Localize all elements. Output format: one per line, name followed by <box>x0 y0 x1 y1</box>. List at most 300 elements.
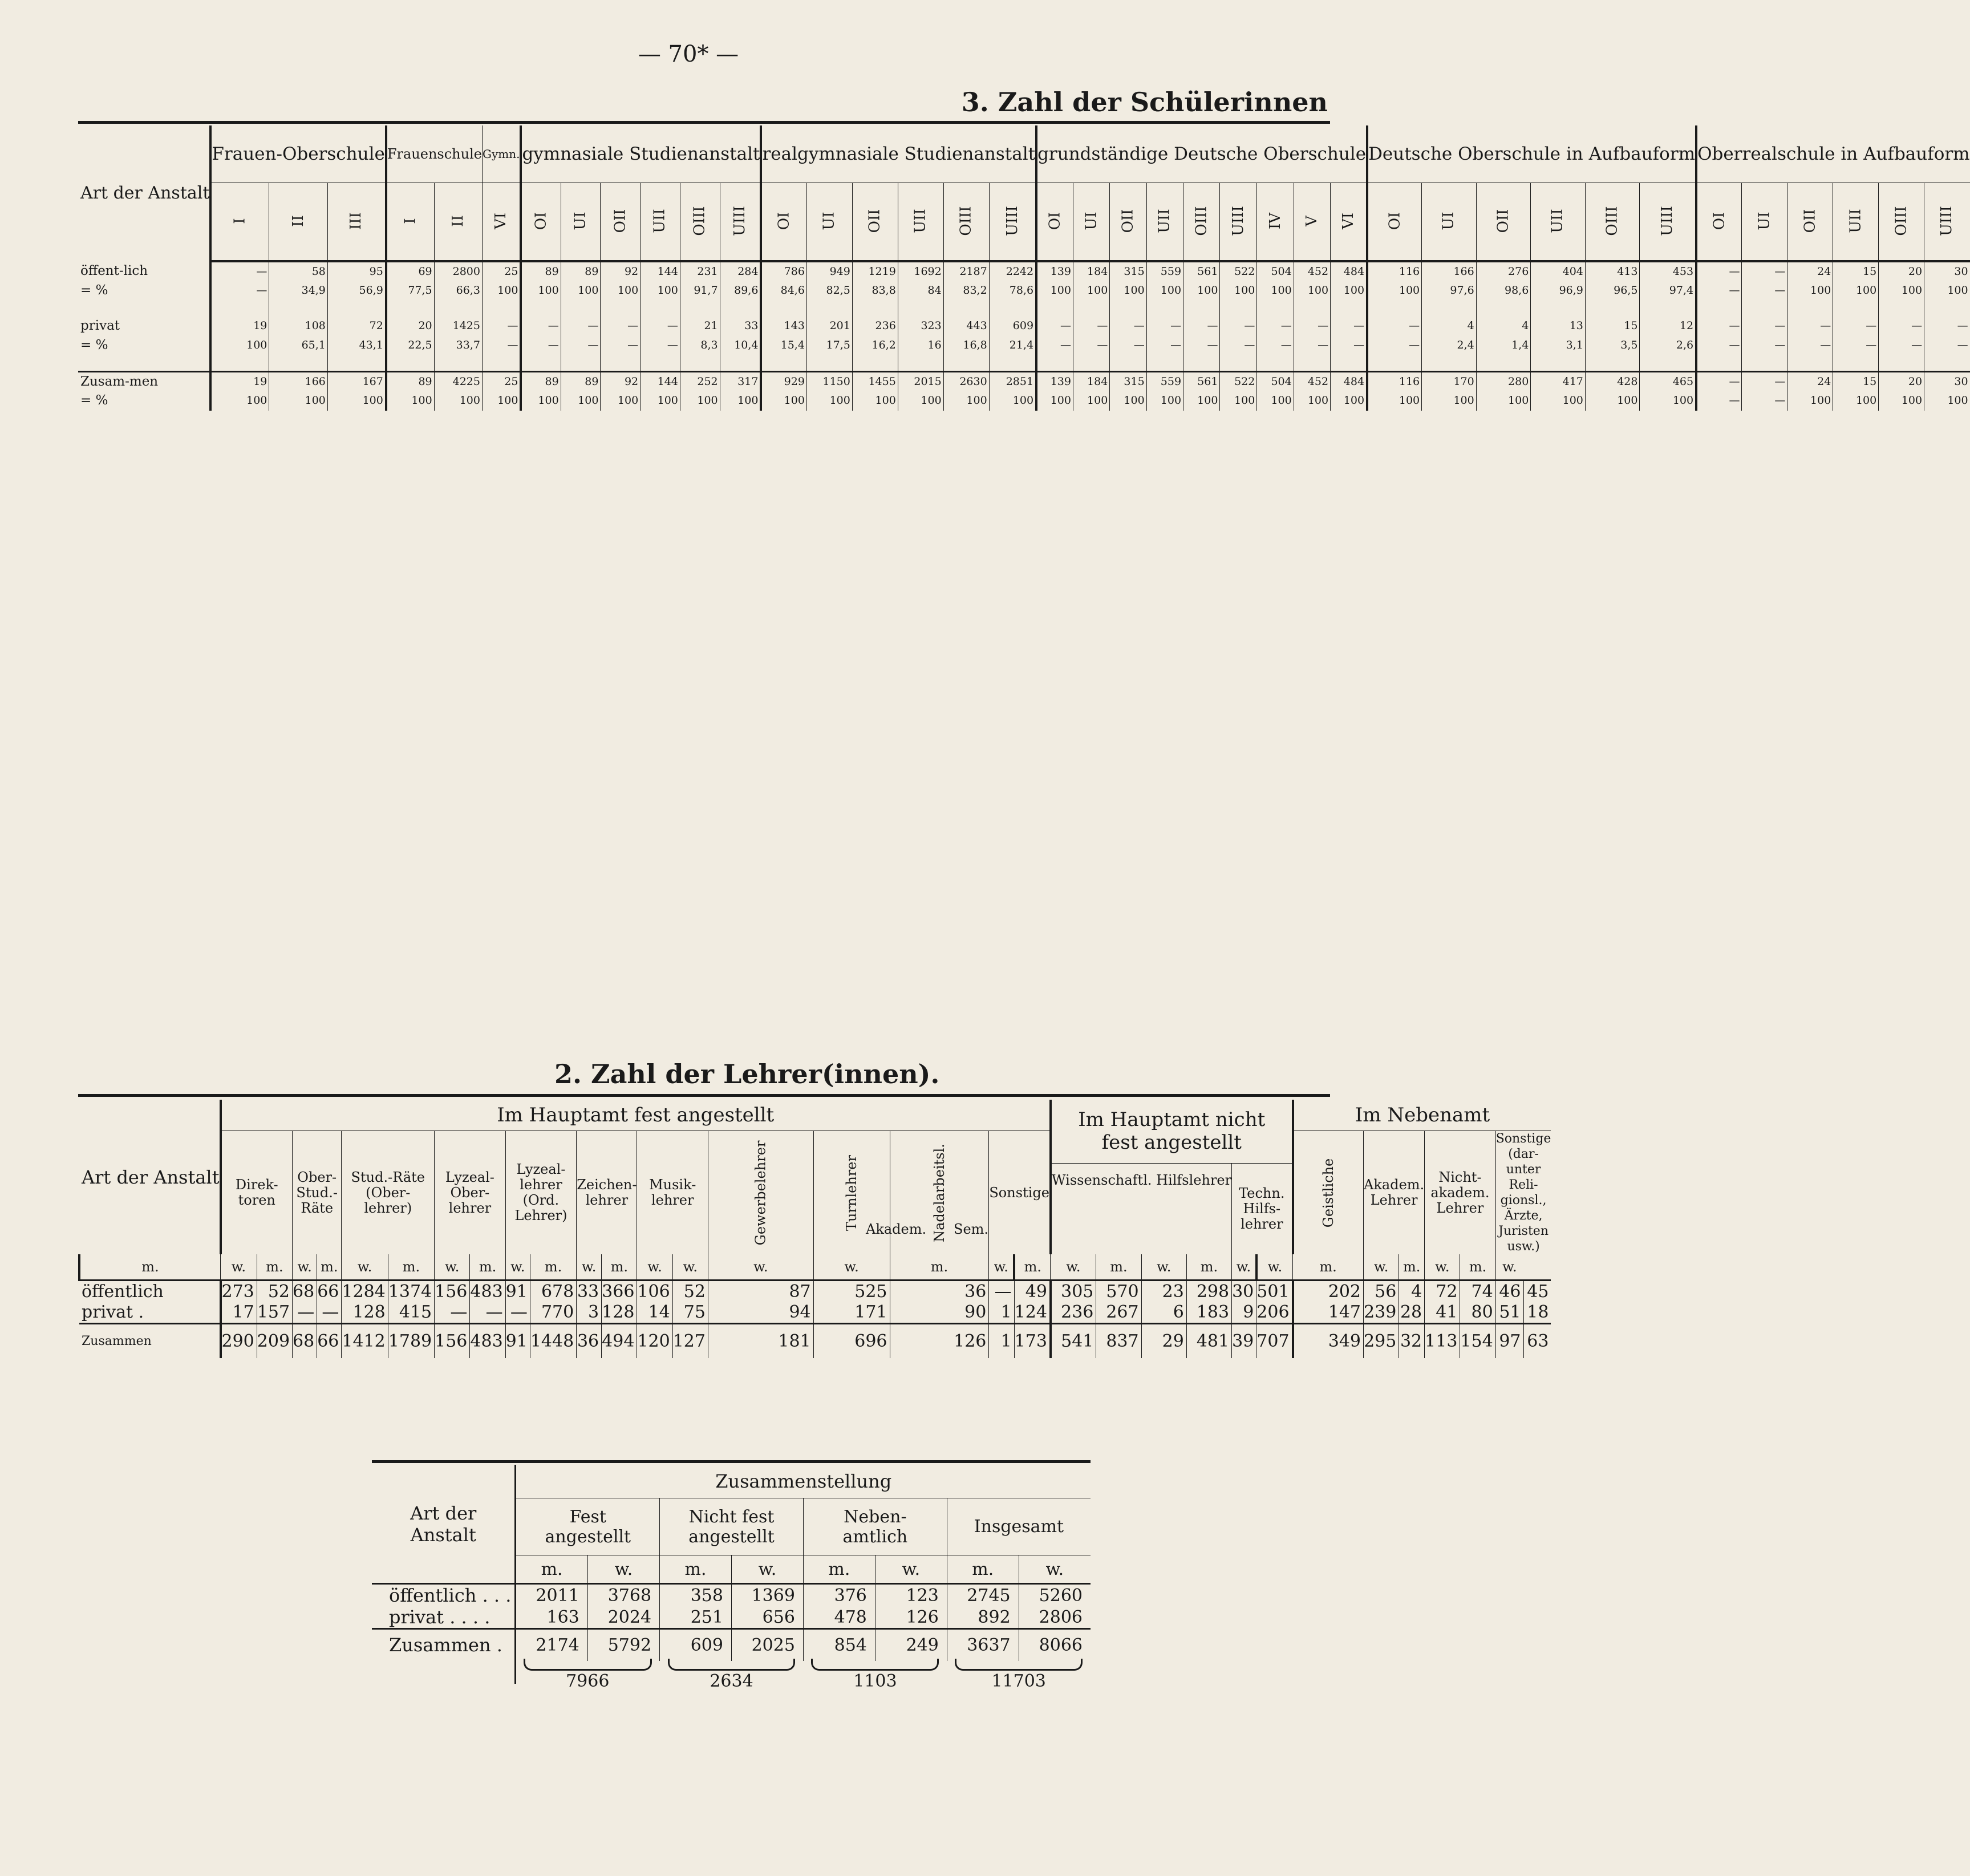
col-header: Ober-Stud.-Räte <box>293 1131 342 1255</box>
table-cell: 453 <box>1640 261 1696 281</box>
row-gap <box>806 355 852 372</box>
row-label-empty <box>372 1661 516 1684</box>
col-subheader <box>1036 183 1073 262</box>
col-subheader <box>1422 183 1477 262</box>
mw-label: m. <box>257 1254 292 1281</box>
table-cell: 522 <box>1220 261 1257 281</box>
row-gap <box>1331 355 1367 372</box>
table-cell: 559 <box>1146 261 1183 281</box>
table-cell: 100 <box>641 281 680 300</box>
table-cell: — <box>1331 335 1367 355</box>
table-cell: — <box>1696 335 1742 355</box>
table-cell: 609 <box>989 316 1036 335</box>
table-cell: 561 <box>1183 261 1220 281</box>
table-cell: — <box>1696 261 1742 281</box>
col-subheader-label: UII <box>1549 209 1567 233</box>
row-gap <box>1640 355 1696 372</box>
col-subheader <box>720 183 761 262</box>
row-gap <box>1924 355 1970 372</box>
group-header: Deutsche Oberschule in Aufbauform <box>1367 125 1696 183</box>
table-cell: 15,4 <box>761 335 806 355</box>
table-cell: 91,7 <box>680 281 720 300</box>
section-title-lehrer: 2. Zahl der Lehrer(innen). <box>554 1059 940 1089</box>
mw-label: w. <box>731 1555 803 1584</box>
group-header: Im Hauptamt fest angestellt <box>221 1100 1051 1131</box>
row-gap <box>720 300 761 316</box>
col-subheader-label: OIII <box>957 206 975 236</box>
mw-label: w. <box>708 1254 813 1281</box>
col-subheader-label: II <box>449 215 467 227</box>
col-subheader <box>1146 183 1183 262</box>
table-cell: 231 <box>680 261 720 281</box>
row-gap <box>1787 300 1833 316</box>
table-cell: 72 <box>1425 1281 1460 1302</box>
table-cell: 89 <box>521 372 561 391</box>
table-cell: 484 <box>1331 372 1367 391</box>
table-cell: 100 <box>1146 281 1183 300</box>
col-subheader <box>680 183 720 262</box>
table-cell: 100 <box>1294 391 1330 411</box>
col-subheader-label: UII <box>1847 209 1864 233</box>
table-cell: — <box>435 1302 470 1324</box>
col-subheader-label: UIII <box>1938 206 1956 236</box>
table-cell: — <box>1787 335 1833 355</box>
mw-label: m. <box>1186 1254 1231 1281</box>
table-cell: 100 <box>1146 391 1183 411</box>
table-cell: 9 <box>1232 1302 1256 1324</box>
row-gap <box>680 355 720 372</box>
mw-label: w. <box>1256 1254 1293 1281</box>
table-cell: 20 <box>1879 261 1924 281</box>
table-cell: 33 <box>720 316 761 335</box>
table-cell: 10,4 <box>720 335 761 355</box>
row-gap <box>1696 355 1742 372</box>
mw-label: m. <box>317 1254 342 1281</box>
table-cell: — <box>641 335 680 355</box>
table-cell: 17 <box>221 1302 257 1324</box>
table-cell: 100 <box>898 391 943 411</box>
table-cell: 100 <box>1294 281 1330 300</box>
table-cell: — <box>1110 316 1146 335</box>
table-cell: 100 <box>482 281 521 300</box>
table-cell: 100 <box>561 391 601 411</box>
table-cell: 696 <box>813 1324 890 1358</box>
table-cell: 34,9 <box>269 281 327 300</box>
table-cell: 28 <box>1399 1302 1425 1324</box>
table-cell: 209 <box>257 1324 292 1358</box>
row-gap <box>601 355 641 372</box>
mw-label: m. <box>530 1254 576 1281</box>
table-cell: 1 <box>989 1302 1014 1324</box>
table-cell: 96,9 <box>1531 281 1586 300</box>
table-cell: 1,4 <box>1476 335 1531 355</box>
table-cell: — <box>1924 316 1970 335</box>
mw-label: w. <box>505 1254 530 1281</box>
table-cell: 100 <box>1833 281 1879 300</box>
row-gap <box>434 355 482 372</box>
table-cell: 100 <box>1331 281 1367 300</box>
mw-label: w. <box>1425 1254 1460 1281</box>
col-subheader-label: UI <box>1756 212 1773 230</box>
table-cell: 1692 <box>898 261 943 281</box>
table-cell: 128 <box>602 1302 637 1324</box>
table-cell: 97 <box>1495 1324 1523 1358</box>
table-cell: 570 <box>1096 1281 1141 1302</box>
table-cell: 949 <box>806 261 852 281</box>
table-cell: 1412 <box>342 1324 388 1358</box>
table-cell: — <box>1742 391 1787 411</box>
table-cell: 323 <box>898 316 943 335</box>
table-cell: 100 <box>1220 281 1257 300</box>
lehrer-table <box>78 1100 1551 1358</box>
table-cell: — <box>210 281 269 300</box>
table-cell: 87 <box>708 1281 813 1302</box>
col-header: Zeichen-lehrer <box>577 1131 637 1255</box>
table-cell: 1369 <box>731 1584 803 1607</box>
col-header: Wissenschaftl. Hilfslehrer <box>1051 1163 1232 1254</box>
row-gap <box>943 355 989 372</box>
col-subheader <box>898 183 943 262</box>
table-cell: 8,3 <box>680 335 720 355</box>
table-cell: 100 <box>386 391 434 411</box>
mw-label: w. <box>672 1254 708 1281</box>
table-cell: 91 <box>505 1281 530 1302</box>
mw-label: m. <box>947 1555 1019 1584</box>
table-cell: 56 <box>1364 1281 1399 1302</box>
table-cell: 66 <box>317 1281 342 1302</box>
table-cell: 100 <box>1422 391 1477 411</box>
table-cell: 166 <box>269 372 327 391</box>
table-cell: 1219 <box>852 261 898 281</box>
col-subheader <box>482 183 521 262</box>
table-cell: 25 <box>482 372 521 391</box>
col-subheader <box>641 183 680 262</box>
table-cell: 171 <box>813 1302 890 1324</box>
table-cell: — <box>1742 372 1787 391</box>
col-subheader <box>1879 183 1924 262</box>
table-cell: 16,2 <box>852 335 898 355</box>
table-cell: — <box>317 1302 342 1324</box>
table-cell: 100 <box>1110 281 1146 300</box>
table-cell: 72 <box>327 316 386 335</box>
table-cell: 481 <box>1186 1324 1231 1358</box>
table-cell: — <box>641 316 680 335</box>
row-gap <box>1220 300 1257 316</box>
col-header: Direk-toren <box>221 1131 293 1255</box>
table-cell: 36 <box>890 1281 989 1302</box>
table-cell: 317 <box>720 372 761 391</box>
col-subheader <box>1640 183 1696 262</box>
table-cell: 4225 <box>434 372 482 391</box>
table-cell: 249 <box>875 1629 947 1661</box>
table-cell: 97,6 <box>1422 281 1477 300</box>
row-gap <box>327 355 386 372</box>
table-cell: 97,4 <box>1640 281 1696 300</box>
table-cell: 100 <box>521 391 561 411</box>
table-cell: — <box>1879 316 1924 335</box>
table-cell: 43,1 <box>327 335 386 355</box>
row-gap <box>852 300 898 316</box>
brace <box>811 1659 939 1671</box>
table-cell: 166 <box>1422 261 1477 281</box>
group-header: Oberrealschule in Aufbauform <box>1696 125 1970 183</box>
mw-label: m. <box>1096 1254 1141 1281</box>
table-cell: 167 <box>327 372 386 391</box>
col-subheader <box>1257 183 1294 262</box>
table-cell: 376 <box>803 1584 875 1607</box>
col-subheader-label: IV <box>1266 212 1284 230</box>
row-gap <box>78 355 210 372</box>
col-subheader-label: II <box>289 215 307 227</box>
table-cell: 184 <box>1073 372 1109 391</box>
col-subheader <box>386 183 434 262</box>
table-cell: 74 <box>1460 1281 1495 1302</box>
row-gap <box>1220 355 1257 372</box>
table-cell: 349 <box>1293 1324 1364 1358</box>
table-cell: 428 <box>1585 372 1640 391</box>
table-cell: 494 <box>602 1324 637 1358</box>
table-cell: 100 <box>680 391 720 411</box>
table-cell: 478 <box>803 1606 875 1629</box>
table-cell: 181 <box>708 1324 813 1358</box>
brace <box>668 1659 796 1671</box>
row-gap <box>1742 355 1787 372</box>
row-gap <box>1183 300 1220 316</box>
row-gap <box>1476 300 1531 316</box>
table-cell: 20 <box>1879 372 1924 391</box>
table-cell: — <box>1183 316 1220 335</box>
row-gap <box>761 355 806 372</box>
table-cell: 366 <box>602 1281 637 1302</box>
row-gap <box>720 355 761 372</box>
table-cell: — <box>1696 281 1742 300</box>
col-subheader-label: OI <box>775 212 793 230</box>
table-cell: 522 <box>1220 372 1257 391</box>
table-cell: 100 <box>1257 281 1294 300</box>
group-header: Neben-amtlich <box>803 1498 947 1555</box>
table-cell: 837 <box>1096 1324 1141 1358</box>
col-subheader <box>210 183 269 262</box>
table-cell: — <box>1146 335 1183 355</box>
table-cell: 465 <box>1640 372 1696 391</box>
table-cell: 89 <box>386 372 434 391</box>
table-cell: 100 <box>1073 391 1109 411</box>
mw-label: w. <box>989 1254 1014 1281</box>
table-cell: 100 <box>1879 391 1924 411</box>
table-cell: 251 <box>660 1606 732 1629</box>
col-subheader-label: OII <box>866 209 883 233</box>
table-cell: — <box>1036 316 1073 335</box>
col-subheader <box>989 183 1036 262</box>
table-cell: 52 <box>672 1281 708 1302</box>
table-cell: 143 <box>761 316 806 335</box>
col-subheader-label: OII <box>1494 209 1512 233</box>
table-cell: 4 <box>1422 316 1477 335</box>
col-subheader <box>1833 183 1879 262</box>
table-cell: 1455 <box>852 372 898 391</box>
table-cell: 66 <box>317 1324 342 1358</box>
col-subheader-label: OII <box>611 209 629 233</box>
col-subheader-label: UI <box>1440 212 1457 230</box>
mw-label: w. <box>1141 1254 1186 1281</box>
mw-label: w. <box>1495 1254 1523 1281</box>
table-cell: 525 <box>813 1281 890 1302</box>
table-cell: 3,1 <box>1531 335 1586 355</box>
table-cell: 116 <box>1367 372 1422 391</box>
table-cell: — <box>1257 316 1294 335</box>
row-gap <box>482 300 521 316</box>
row-gap <box>1833 300 1879 316</box>
col-subheader-label: UII <box>911 209 929 233</box>
row-gap <box>1073 300 1109 316</box>
total-value: 7966 <box>566 1671 610 1691</box>
table-cell: 252 <box>680 372 720 391</box>
table-cell: 273 <box>221 1281 257 1302</box>
table-cell: 69 <box>386 261 434 281</box>
mw-label: m. <box>1293 1254 1364 1281</box>
table-cell: — <box>1036 335 1073 355</box>
row-gap <box>521 355 561 372</box>
table-cell: — <box>1696 316 1742 335</box>
row-label: privat <box>80 318 120 333</box>
col-subheader <box>1294 183 1330 262</box>
brace <box>524 1659 652 1671</box>
table-cell: 1284 <box>342 1281 388 1302</box>
table-cell: 21 <box>680 316 720 335</box>
col-subheader-label: I <box>231 218 249 224</box>
table-cell: 561 <box>1183 372 1220 391</box>
table-cell: 483 <box>470 1281 505 1302</box>
table-cell: 501 <box>1256 1281 1293 1302</box>
mw-label: m. <box>803 1555 875 1584</box>
col-subheader <box>1367 183 1422 262</box>
table-cell: 100 <box>1787 391 1833 411</box>
table-cell: 75 <box>672 1302 708 1324</box>
group-header: Insgesamt <box>947 1498 1091 1555</box>
row-gap <box>1146 300 1183 316</box>
table-cell: 100 <box>482 391 521 411</box>
col-subheader <box>1476 183 1531 262</box>
row-gap <box>269 355 327 372</box>
table-cell: 707 <box>1256 1324 1293 1358</box>
table-cell: 106 <box>637 1281 672 1302</box>
row-gap <box>898 300 943 316</box>
table-cell: 100 <box>210 391 269 411</box>
table-cell: 89 <box>561 261 601 281</box>
table-cell: 100 <box>1367 281 1422 300</box>
table-cell: 100 <box>1073 281 1109 300</box>
table-cell: 20 <box>386 316 434 335</box>
table-cell: 2,4 <box>1422 335 1477 355</box>
table-cell: 100 <box>1476 391 1531 411</box>
col-subheader-label: OII <box>1119 209 1137 233</box>
table-cell: 100 <box>1331 391 1367 411</box>
table-cell: 157 <box>257 1302 292 1324</box>
col-header: Nadelarbeitsl. <box>890 1131 989 1255</box>
table-cell: 2025 <box>731 1629 803 1661</box>
table-cell: 1789 <box>388 1324 434 1358</box>
table-cell: 83,8 <box>852 281 898 300</box>
row-gap <box>1742 300 1787 316</box>
table-cell: 100 <box>1183 281 1220 300</box>
table-cell: 100 <box>1924 391 1970 411</box>
table-cell: 78,6 <box>989 281 1036 300</box>
col-subheader-label: UI <box>820 212 838 230</box>
table-cell: 202 <box>1293 1281 1364 1302</box>
table-cell: 108 <box>269 316 327 335</box>
table-cell: 16,8 <box>943 335 989 355</box>
row-gap <box>852 355 898 372</box>
col-subheader <box>1696 183 1742 262</box>
table-cell: 113 <box>1425 1324 1460 1358</box>
row-gap <box>210 355 269 372</box>
table-cell: 100 <box>327 391 386 411</box>
table-cell: 147 <box>1293 1302 1364 1324</box>
row-gap <box>1476 355 1531 372</box>
table-cell: 30 <box>1924 261 1970 281</box>
row-gap <box>1585 300 1640 316</box>
table-cell: 413 <box>1585 261 1640 281</box>
table-cell: — <box>1696 391 1742 411</box>
row-gap <box>1110 355 1146 372</box>
table-cell: 267 <box>1096 1302 1141 1324</box>
table-cell: 678 <box>530 1281 576 1302</box>
col-subheader-label: V <box>1303 216 1320 226</box>
table-cell: — <box>1294 316 1330 335</box>
row-gap <box>269 300 327 316</box>
col-subheader <box>521 183 561 262</box>
table-cell: 1 <box>989 1324 1014 1358</box>
col-subheader <box>1924 183 1970 262</box>
table-cell: 770 <box>530 1302 576 1324</box>
col-header: Gewerbelehrer <box>708 1131 813 1255</box>
table-cell: 98,6 <box>1476 281 1531 300</box>
table-cell: — <box>1073 335 1109 355</box>
col-header: Lyzeal-lehrer (Ord. Lehrer) <box>505 1131 577 1255</box>
table-cell: 120 <box>637 1324 672 1358</box>
table-cell: 100 <box>434 391 482 411</box>
row-gap <box>1036 355 1073 372</box>
mw-label: m. <box>516 1555 587 1584</box>
table-cell: 15 <box>1833 261 1879 281</box>
col-subheader-label: UIII <box>1229 206 1247 236</box>
table-cell: 170 <box>1422 372 1477 391</box>
row-gap <box>641 355 680 372</box>
row-label: = % <box>80 337 108 352</box>
table-cell: 5792 <box>587 1629 659 1661</box>
row-gap <box>1787 355 1833 372</box>
col-header: Akadem. Lehrer <box>1364 1131 1425 1255</box>
table-cell: 89,6 <box>720 281 761 300</box>
row-gap <box>761 300 806 316</box>
table-cell: 58 <box>269 261 327 281</box>
col-subheader <box>1073 183 1109 262</box>
col-subheader-label: OIII <box>1193 206 1210 236</box>
mw-label: w. <box>342 1254 388 1281</box>
mw-label: m. <box>388 1254 434 1281</box>
col-subheader-label: OIII <box>691 206 708 236</box>
row-gap <box>898 355 943 372</box>
col-subheader <box>1331 183 1367 262</box>
col-subheader <box>1110 183 1146 262</box>
row-label: Zusam-men <box>78 372 210 391</box>
table-cell: 8066 <box>1019 1629 1091 1661</box>
table-cell: — <box>505 1302 530 1324</box>
col-subheader <box>1183 183 1220 262</box>
table-cell: — <box>1367 316 1422 335</box>
table-cell: 96,5 <box>1585 281 1640 300</box>
total-value: 1103 <box>853 1671 897 1691</box>
